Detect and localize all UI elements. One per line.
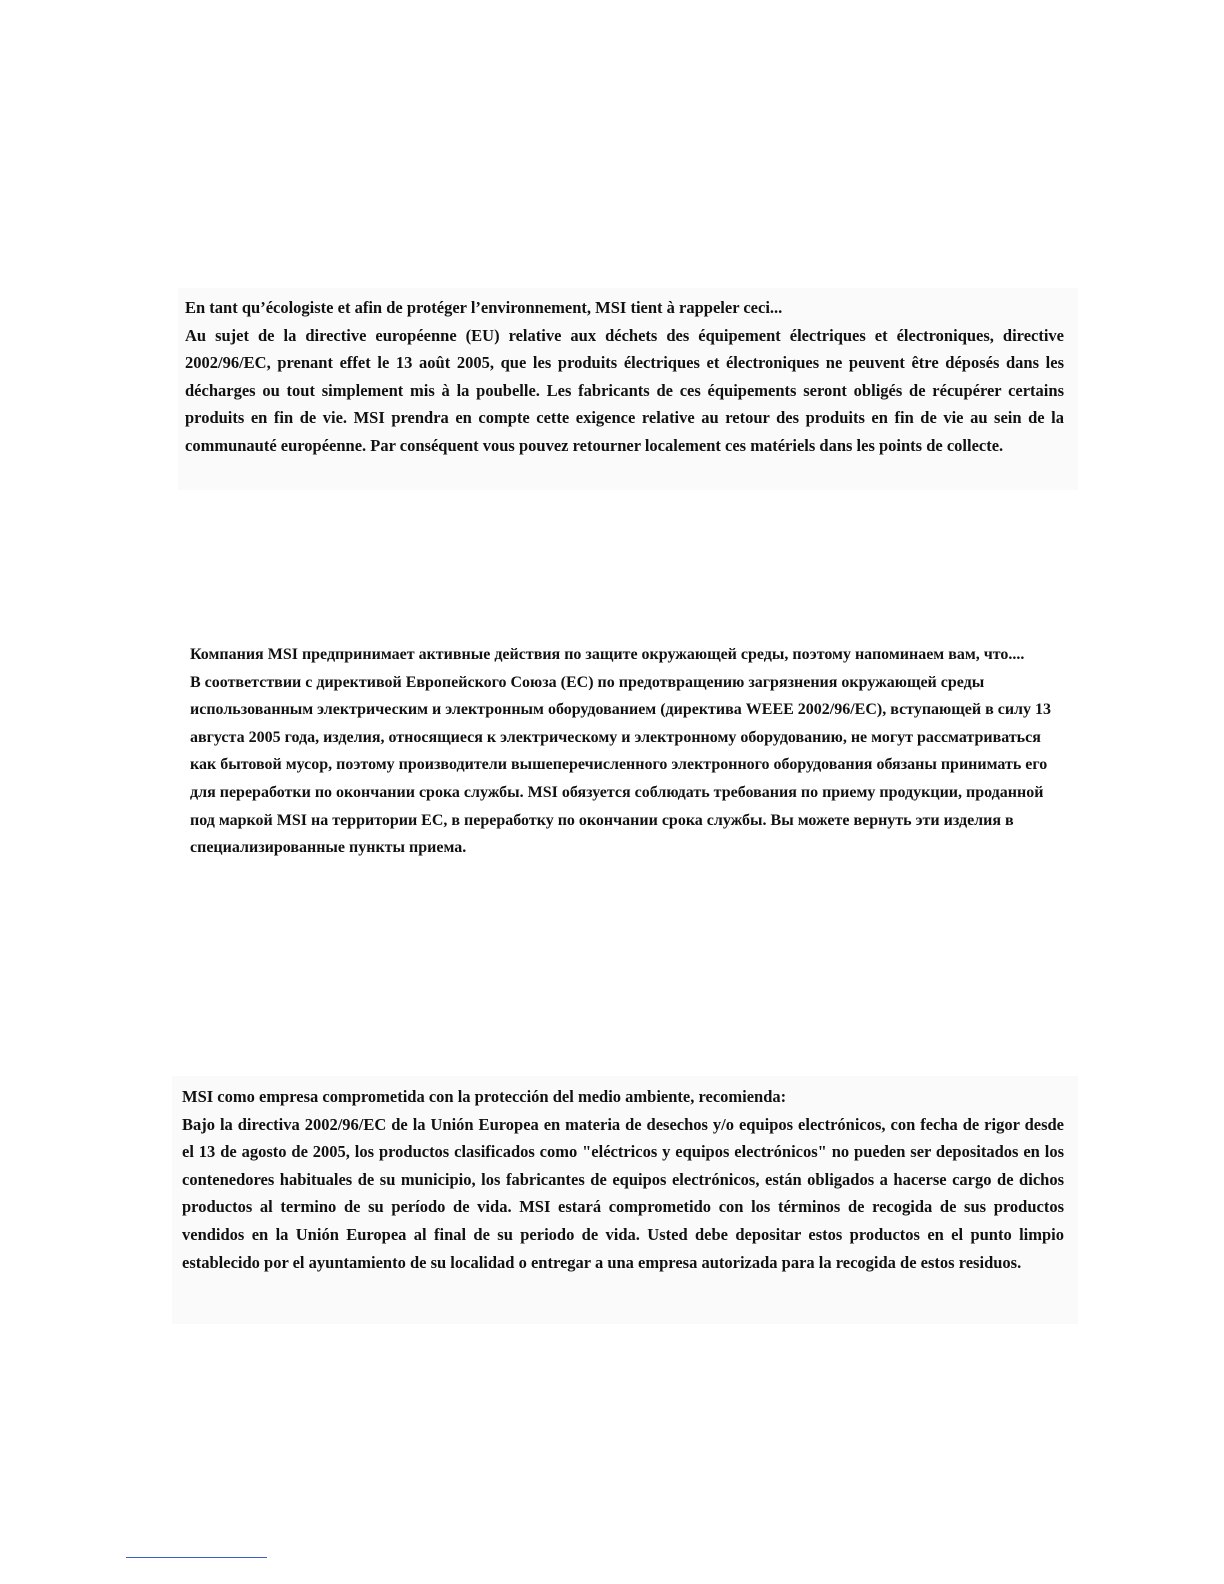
spanish-body: Bajo la directiva 2002/96/EC de la Unión Europea en materia de desechos y/o equipos electrónicos, con fecha de rigor desde el 13 de agosto de 2005, los productos clasificados como "eléctricos y equipos electrónicos" no pueden ser depositados en los contenedores habituales de su municipio, los fabricantes de equipos electrónicos, están obligados a hacerse cargo de dichos productos al termino de su período de vida. MSI estará comprometido con los términos de recogida de sus productos vendidos en la Unión Europea al final de su periodo de vida. Usted debe depositar estos productos en el punto limpio establecido por el ayuntamiento de su localidad o entregar a una empresa autorizada para la recogida de estos residuos. bbox=[182, 1114, 1064, 1272]
russian-weee-notice bbox=[178, 634, 1078, 924]
french-weee-notice bbox=[178, 288, 1078, 490]
footnote-divider bbox=[126, 1557, 267, 1558]
russian-body: В соответствии с директивой Европейского Союза (ЕС) по предотвращению загрязнения окружающей среды использованным электрическим и электронным оборудованием (директива WEEE 2002/96/EC), вступающей в силу 13 августа 2005 года, изделия, относящиеся к электрическому и электронному оборудованию, не могут рассматриваться как бытовой мусор, поэтому производители вышеперечисленного электронного оборудования обязаны принимать его для переработки по окончании срока службы. MSI обязуется соблюдать требования по приему продукции, проданной под маркой MSI на территории ЕС, в переработку по окончании срока службы. Вы можете вернуть эти изделия в специализированные пункты приема. bbox=[190, 673, 1052, 857]
french-heading: En tant qu’écologiste et afin de protéger l’environnement, MSI tient à rappeler ceci... bbox=[185, 298, 783, 317]
spanish-weee-notice bbox=[172, 1076, 1078, 1324]
french-body: Au sujet de la directive européenne (EU) relative aux déchets des équipement électriques et électroniques, directive 2002/96/EC, prenant effet le 13 août 2005, que les produits électriques et électroniques ne peuvent être déposés dans les décharges ou tout simplement mis à la poubelle. Les fabricants de ces équipements seront obligés de récupérer certains produits en fin de vie. MSI prendra en compte cette exigence relative au retour des produits en fin de vie au sein de la communauté européenne. Par conséquent vous pouvez retourner localement ces matériels dans les points de collecte. bbox=[185, 325, 1064, 455]
russian-heading: Компания MSI предпринимает активные действия по защите окружающей среды, поэтому напоминаем вам, что.... bbox=[190, 646, 1025, 663]
spanish-heading: MSI como empresa comprometida con la protección del medio ambiente, recomienda: bbox=[182, 1087, 787, 1106]
